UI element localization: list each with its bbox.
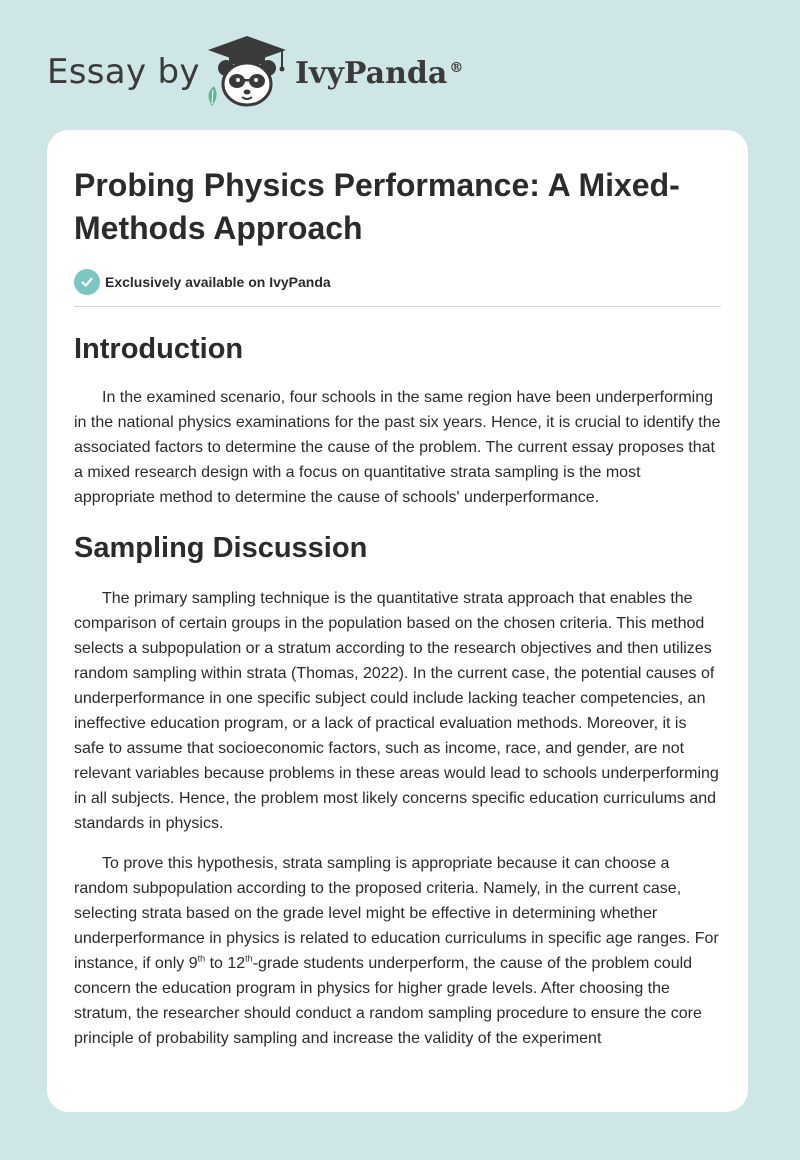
paragraph: In the examined scenario, four schools in the same region have been underperforming in the national physics examinations for the past six years. Hence, it is crucial to identify the associated factors to determine the cause of the problem. The current essay proposes that a mixed research design with a focus on quantitative strata sampling is the most appropriate method to determine the cause of schools' underperformance. [74, 389, 721, 506]
essay-card [47, 130, 748, 1112]
section-heading-sampling: Sampling Discussion [74, 532, 368, 564]
paragraph: To prove this hypothesis, strata sampling is appropriate because it can choose a random subpopulation according to the proposed criteria. Namely, in the current case, selecting strata based on the grade level might be effective in determining whether underperformance in physics is related to education curriculums in specific age ranges. For instance, if only 9th to 12th-grade students underperform, the cause of the problem could concern the education program in physics for higher grade levels. After choosing the stratum, the researcher should conduct a random sampling procedure to ensure the core principle of probability sampling and increase the validity of the experiment [74, 855, 719, 1047]
exclusive-label: Exclusively available on IvyPanda [105, 274, 331, 290]
section-heading-introduction: Introduction [74, 333, 244, 365]
paragraph: The primary sampling technique is the quantitative strata approach that enables the comparison of certain groups in the population based on the chosen criteria. This method selects a subpopulation or a stratum according to the research objectives and then utilizes random sampling within strata (Thomas, 2022). In the current case, the potential causes of underperformance in one specific subject could include lacking teacher competencies, an ineffective education program, or a lack of practical evaluation methods. Moreover, it is safe to assume that socioeconomic factors, such as income, race, and gender, are not relevant variables because problems in these areas would lead to schools underperforming in all subjects. Hence, the problem most likely concerns specific education curriculums and standards in physics. [74, 590, 719, 832]
brand-prefix: Essay by [47, 52, 200, 92]
exclusive-badge [74, 269, 721, 295]
divider [74, 306, 721, 307]
panda-logo-icon [202, 34, 292, 110]
page-title: Probing Physics Performance: A Mixed-Methods Approach [74, 167, 680, 246]
checkmark-icon [74, 269, 100, 295]
brand-name: IvyPanda ® [295, 56, 464, 91]
brand-header [47, 34, 507, 114]
